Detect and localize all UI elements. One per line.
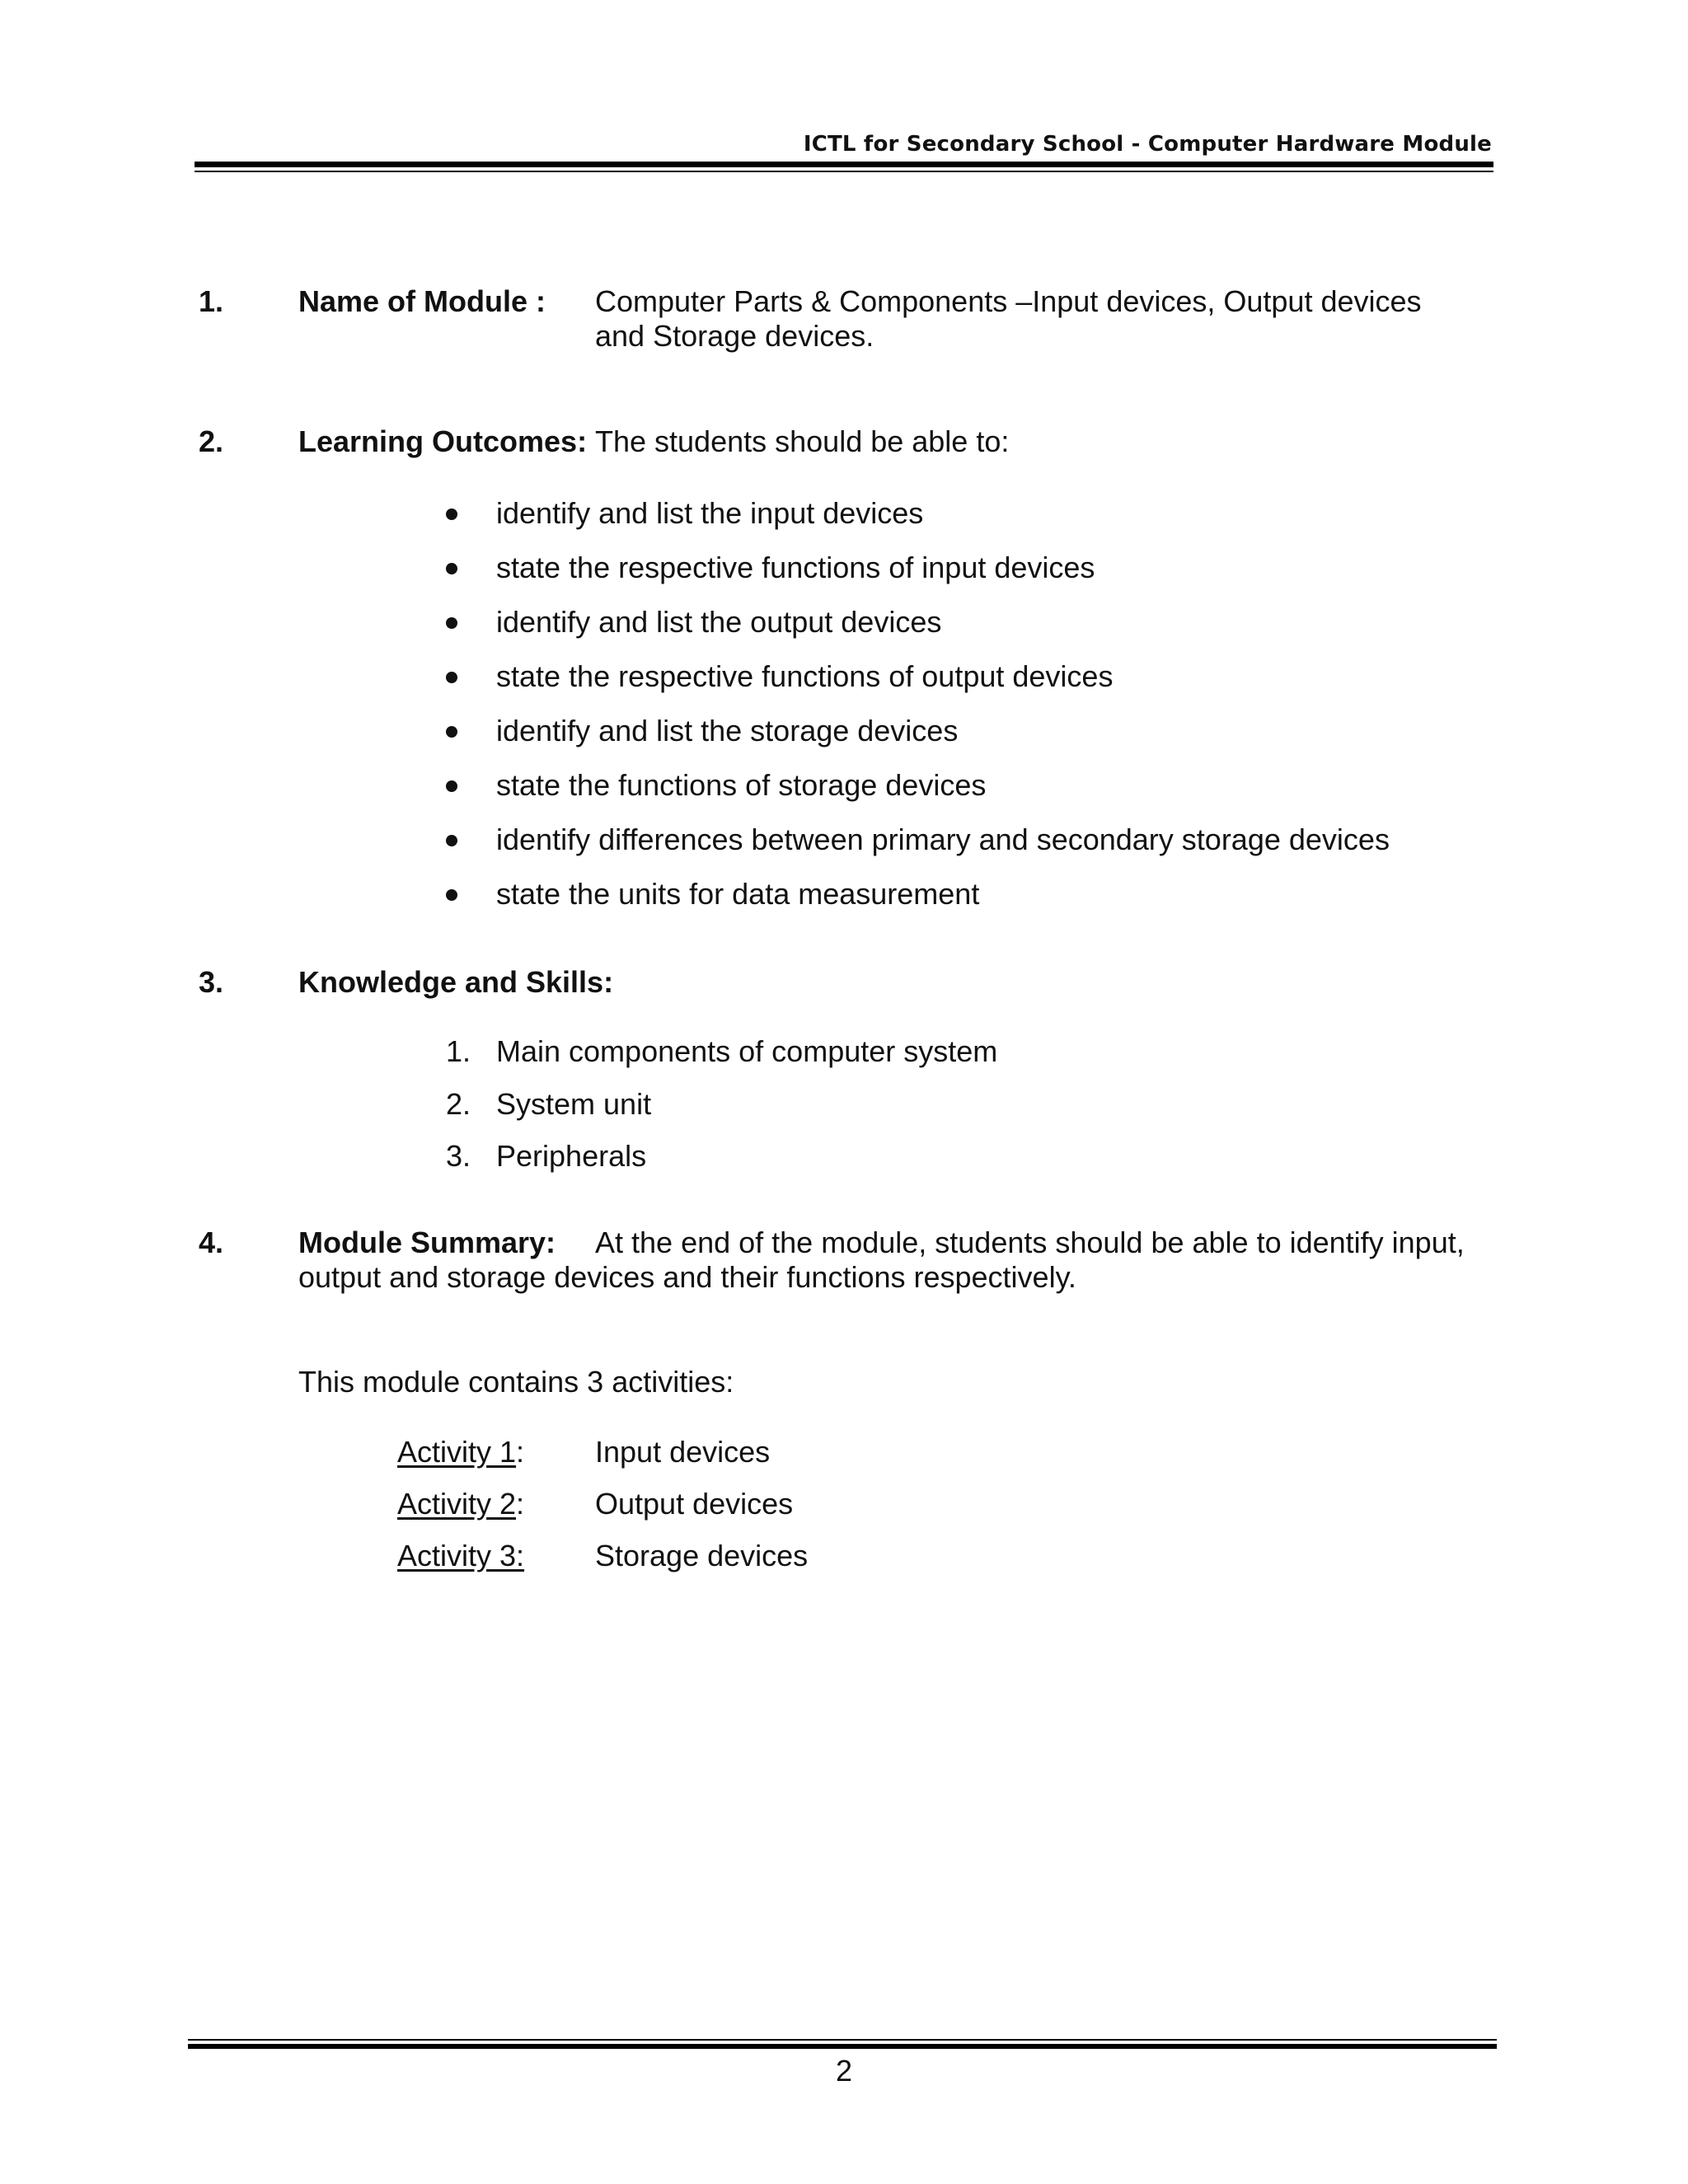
list-marker: 1. [446, 1034, 471, 1068]
bullet-icon [446, 617, 457, 629]
section-3-number: 3. [199, 965, 224, 999]
list-item: state the functions of storage devices [496, 768, 987, 802]
bullet-icon [446, 563, 457, 574]
running-header: ICTL for Secondary School - Computer Hardware Module [803, 132, 1492, 157]
section-4-text-line2: output and storage devices and their functions respectively. [298, 1260, 1076, 1294]
bullet-icon [446, 509, 457, 520]
section-1-text-line2: and Storage devices. [595, 319, 874, 353]
activity-1-suffix: : [516, 1435, 525, 1469]
section-2-number: 2. [199, 424, 224, 458]
section-1-label: Name of Module : [298, 284, 546, 318]
list-item: identify and list the input devices [496, 496, 924, 530]
activity-1-label [397, 1434, 524, 1469]
section-1-text-line1: Computer Parts & Components –Input devices, Output devices [595, 284, 1422, 318]
list-marker: 3. [446, 1139, 471, 1173]
footer-rule-thick [188, 2044, 1497, 2049]
section-4-number: 4. [199, 1226, 224, 1259]
list-item: state the respective functions of output devices [496, 659, 1114, 693]
activity-2-text: Output devices [595, 1487, 794, 1521]
list-item: identify differences between primary and secondary storage devices [496, 823, 1390, 856]
activity-3-text: Storage devices [595, 1539, 809, 1572]
bullet-icon [446, 780, 457, 792]
header-rule-thick [195, 162, 1493, 167]
activities-intro: This module contains 3 activities: [298, 1365, 734, 1399]
list-item: state the units for data measurement [496, 877, 980, 911]
bullet-icon [446, 889, 457, 901]
activity-3-label [397, 1538, 524, 1573]
section-4-text-line1: At the end of the module, students should be able to identify input, [595, 1226, 1465, 1259]
bullet-icon [446, 672, 457, 683]
page-number: 2 [835, 2054, 853, 2088]
list-item: state the respective functions of input devices [496, 551, 1095, 584]
list-item: identify and list the output devices [496, 605, 942, 639]
section-3-label: Knowledge and Skills: [298, 965, 614, 999]
activity-2-name: Activity 2 [397, 1487, 517, 1521]
activity-2-suffix: : [516, 1487, 525, 1521]
section-4-label: Module Summary: [298, 1226, 556, 1259]
list-marker: 2. [446, 1087, 471, 1121]
section-2-label: Learning Outcomes: [298, 424, 588, 458]
section-2-intro: The students should be able to: [595, 424, 1010, 458]
section-1-number: 1. [199, 284, 224, 318]
activity-2-label [397, 1486, 524, 1521]
header-rule-thin [195, 171, 1493, 172]
activity-1-name: Activity 1 [397, 1435, 517, 1469]
bullet-icon [446, 726, 457, 738]
activity-1-text: Input devices [595, 1435, 771, 1469]
bullet-icon [446, 835, 457, 846]
list-item: identify and list the storage devices [496, 714, 959, 748]
list-item: Main components of computer system [496, 1034, 998, 1068]
list-item: Peripherals [496, 1139, 647, 1173]
list-item: System unit [496, 1087, 652, 1121]
activity-3-name: Activity 3: [397, 1539, 525, 1572]
footer-rule-thin [188, 2039, 1497, 2041]
